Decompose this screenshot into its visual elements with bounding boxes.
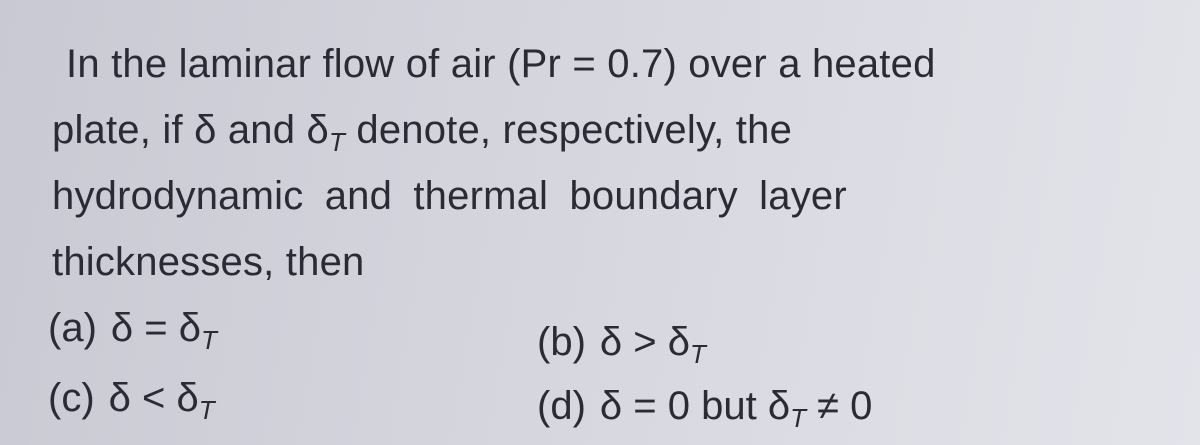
option-a-subscript: T <box>201 325 217 355</box>
thermal-subscript: T <box>328 127 346 157</box>
option-a <box>48 304 217 355</box>
option-d-expression: δ = 0 but δ <box>599 384 791 428</box>
question-line-2-end: denote, respectively, the <box>345 108 793 152</box>
question-line-2 <box>52 106 793 157</box>
option-b-subscript: T <box>690 339 706 369</box>
option-c-subscript: T <box>198 395 215 425</box>
option-d-label: (d) <box>537 384 586 428</box>
option-c-expression: δ < δ <box>108 376 199 420</box>
option-b-label: (b) <box>537 320 586 364</box>
option-c <box>48 374 215 425</box>
option-b <box>537 318 706 369</box>
question-line-3: hydrodynamic and thermal boundary layer <box>52 174 847 218</box>
question-line-4: thicknesses, then <box>52 240 365 284</box>
option-c-label: (c) <box>48 376 95 420</box>
option-d-tail: ≠ 0 <box>805 384 873 428</box>
option-b-expression: δ > δ <box>599 320 691 364</box>
option-a-label: (a) <box>48 306 97 350</box>
option-d <box>537 382 873 433</box>
question-line-1: In the laminar flow of air (Pr = 0.7) over a heated <box>66 42 936 86</box>
option-d-subscript: T <box>790 403 806 433</box>
question-line-2-start: plate, if δ and δ <box>52 108 329 152</box>
option-a-expression: δ = δ <box>110 306 202 350</box>
